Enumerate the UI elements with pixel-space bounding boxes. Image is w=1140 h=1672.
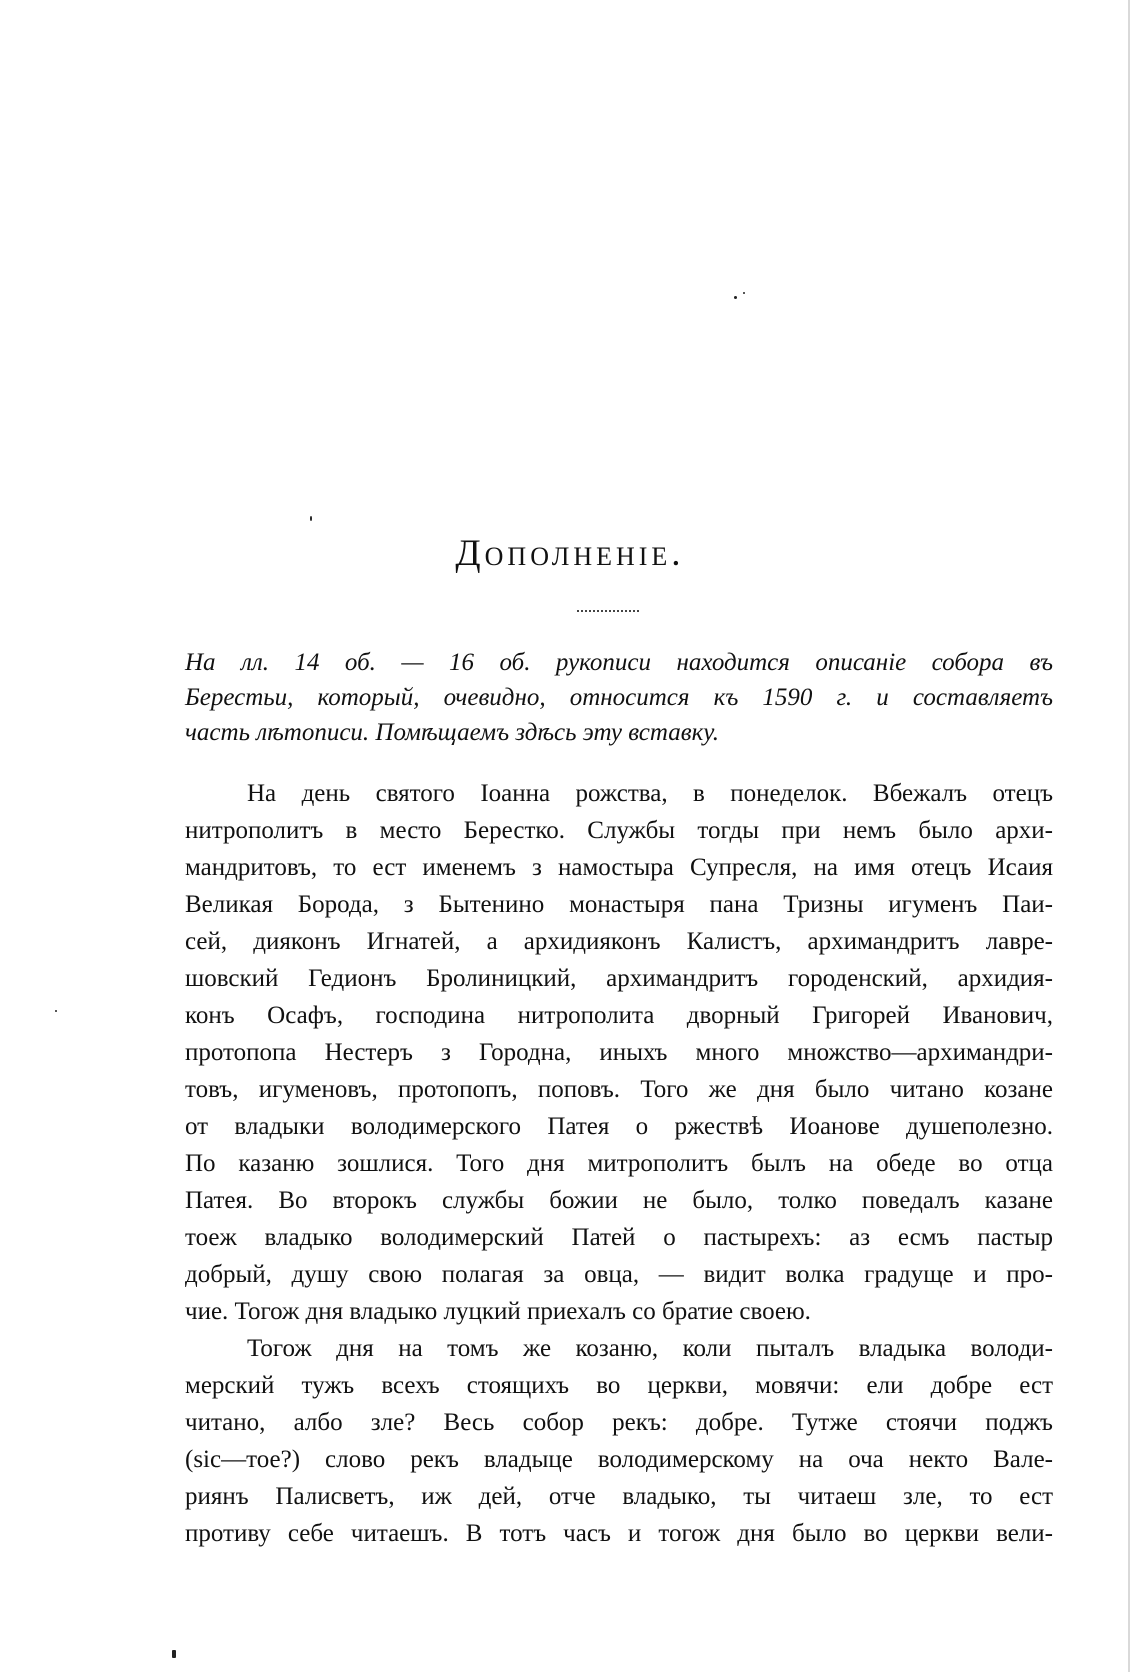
scan-speck xyxy=(734,296,737,299)
text-line: нитрополитъ в место Берестко. Службы тогды при немъ было архи- xyxy=(185,817,1053,844)
scan-speck xyxy=(310,516,312,521)
text-line: риянъ Палисветъ, иж дей, отче владыко, ты читаеш зле, то ест xyxy=(185,1483,1053,1510)
intro-note xyxy=(185,645,1053,750)
scan-speck xyxy=(172,1650,176,1658)
scan-speck xyxy=(743,292,745,294)
text-line: По казаню зошлися. Того дня митрополитъ былъ на обеде во отца xyxy=(185,1150,1053,1177)
text-line: сей, дияконъ Игнатей, а архидияконъ Калистъ, архимандритъ лавре- xyxy=(185,928,1053,955)
page-title: Дополненіе. xyxy=(455,533,685,574)
text-line: тоеж владыко володимерский Патей о пастырехъ: аз есмъ пастыр xyxy=(185,1224,1053,1251)
text-line: товъ, игуменовъ, протопопъ, поповъ. Того же дня было читано козане xyxy=(185,1076,1053,1103)
title-divider xyxy=(577,610,639,612)
text-line: противу себе читаешъ. В тотъ часъ и тогож дня было во церкви вели- xyxy=(185,1520,1053,1547)
text-line: протопопа Нестеръ з Городна, иныхъ много множство—архимандри- xyxy=(185,1039,1053,1066)
text-line: шовский Гедионъ Бролиницкий, архимандритъ городенский, архидия- xyxy=(185,965,1053,992)
scan-speck xyxy=(55,1010,57,1012)
text-line: чие. Тогож дня владыко луцкий приехалъ со братие своею. xyxy=(185,1298,811,1325)
text-line: от владыки володимерского Патея о ржествѣ Иоанове душеполезно. xyxy=(185,1113,1053,1140)
text-line: конъ Осафъ, господина нитрополита дворный Григорей Иванович, xyxy=(185,1002,1053,1029)
text-line: мандритовъ, то ест именемъ з намостыра Супресля, на имя отецъ Исаия xyxy=(185,854,1053,881)
page-edge-line xyxy=(1128,0,1130,1672)
intro-line: Берестьи, который, очевидно, относится къ 1590 г. и составляетъ xyxy=(185,684,1053,711)
text-line: (sic—тое?) слово рекъ владыце володимерскому на оча некто Вале- xyxy=(185,1446,1053,1473)
intro-line: На лл. 14 об. — 16 об. рукописи находится описаніе собора въ xyxy=(185,649,1053,676)
text-line: Великая Борода, з Бытенино монастыря пана Тризны игуменъ Паи- xyxy=(185,891,1053,918)
text-line: мерский тужъ всехъ стоящихъ во церкви, мовячи: ели добре ест xyxy=(185,1372,1053,1399)
text-line: На день святого Іоанна рожства, в понеделок. Вбежалъ отецъ xyxy=(247,780,1053,807)
text-line: Патея. Во второкъ службы божии не было, толко поведалъ казане xyxy=(185,1187,1053,1214)
text-line: читано, албо зле? Весь собор рекъ: добре. Тутже стоячи поджъ xyxy=(185,1409,1053,1436)
text-line: Тогож дня на томъ же козаню, коли пыталъ владыка володи- xyxy=(247,1335,1053,1362)
intro-line: часть лѣтописи. Помѣщаемъ здѣсь эту вставку. xyxy=(185,719,720,746)
chronicle-text xyxy=(185,775,1053,1552)
text-line: добрый, душу свою полагая за овца, — видит волка градуще и про- xyxy=(185,1261,1053,1288)
